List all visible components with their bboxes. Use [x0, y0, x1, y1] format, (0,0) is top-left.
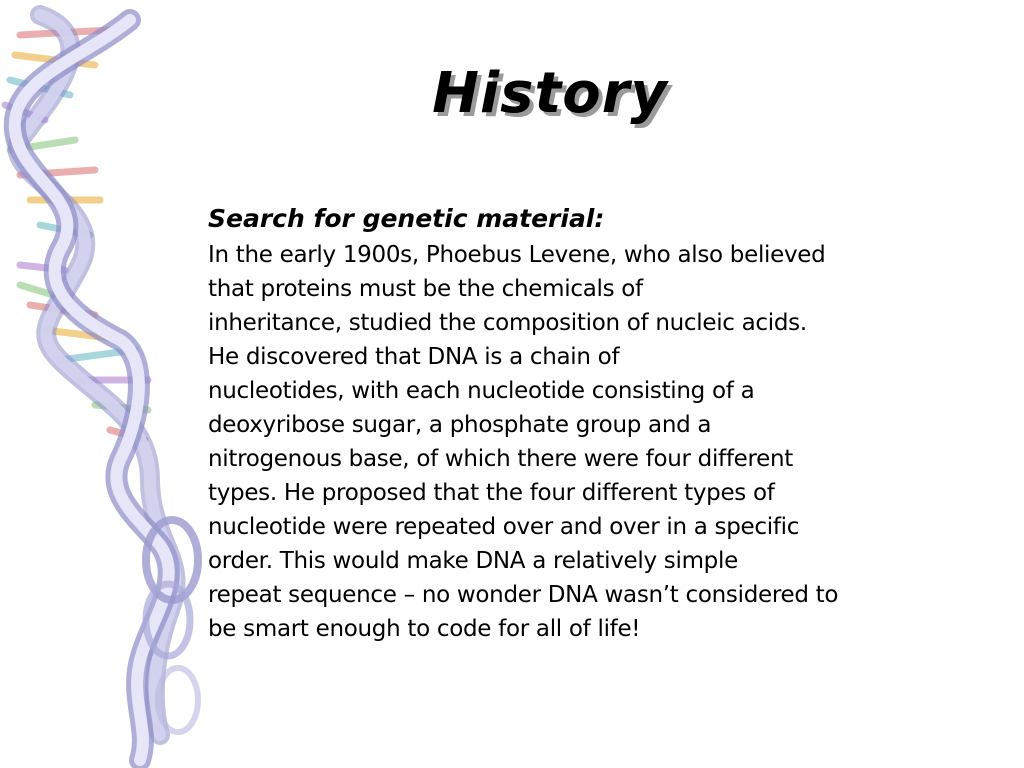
slide-title: History: [432, 61, 668, 126]
dna-helix-icon: [0, 0, 220, 768]
body-text-line: In the early 1900s, Phoebus Levene, who also believed: [208, 242, 826, 268]
body-text-line: repeat sequence – no wonder DNA wasn’t considered to: [208, 582, 839, 608]
body-text-line: deoxyribose sugar, a phosphate group and a: [208, 412, 712, 438]
section-heading: Search for genetic material:: [208, 204, 605, 233]
body-text-line: nucleotides, with each nucleotide consisting of a: [208, 378, 755, 404]
body-text-line: nucleotide were repeated over and over in a specific: [208, 514, 800, 540]
body-text-line: be smart enough to code for all of life!: [208, 616, 641, 642]
body-text-line: order. This would make DNA a relatively simple: [208, 548, 738, 574]
body-text-line: types. He proposed that the four different types of: [208, 480, 775, 506]
body-text-line: that proteins must be the chemicals of: [208, 276, 643, 302]
body-text: [208, 238, 968, 646]
content-block: [208, 200, 968, 646]
body-text-line: inheritance, studied the composition of nucleic acids.: [208, 310, 807, 336]
body-text-line: He discovered that DNA is a chain of: [208, 344, 620, 370]
body-text-line: nitrogenous base, of which there were four different: [208, 446, 793, 472]
